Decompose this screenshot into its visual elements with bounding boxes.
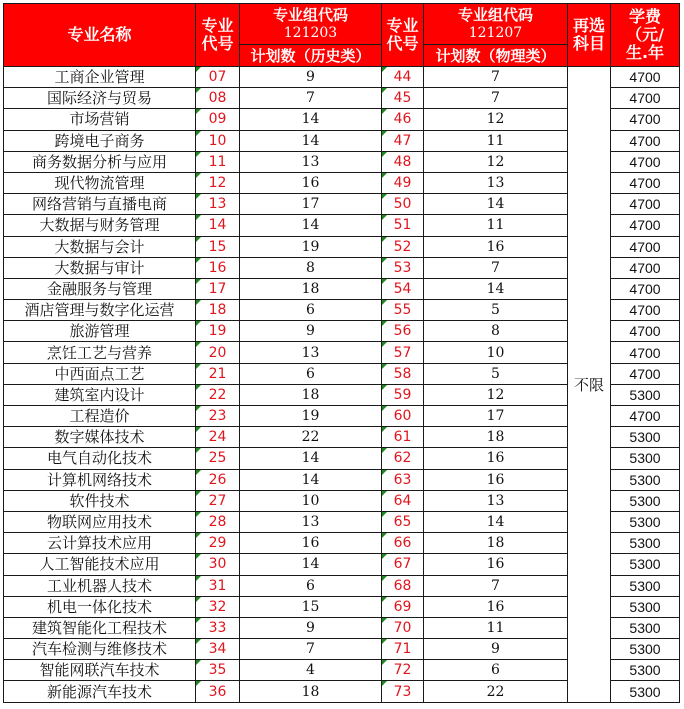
- tuition-cell: 4700: [611, 88, 680, 109]
- major-code-physics-cell: 64: [382, 490, 424, 511]
- plan-physics-cell: 14: [424, 278, 568, 299]
- header-major-name: 专业名称: [4, 4, 196, 67]
- plan-physics-cell: 13: [424, 490, 568, 511]
- header-group-code-1: [240, 4, 382, 45]
- major-name-cell: 人工智能技术应用: [4, 554, 196, 575]
- plan-history-cell: 14: [240, 215, 382, 236]
- plan-history-cell: 17: [240, 194, 382, 215]
- header-group-code-2-value: 121207: [468, 25, 523, 41]
- plan-physics-cell: 12: [424, 151, 568, 172]
- major-name-cell: 商务数据分析与应用: [4, 151, 196, 172]
- major-name-cell: 工程造价: [4, 406, 196, 427]
- header-plan-history: 计划数（历史类）: [240, 45, 382, 67]
- tuition-cell: 5300: [611, 533, 680, 554]
- plan-physics-cell: 16: [424, 554, 568, 575]
- header-major-code-1: [196, 4, 240, 67]
- tuition-cell: 5300: [611, 448, 680, 469]
- plan-physics-cell: 18: [424, 533, 568, 554]
- header-tuition-line3: 生.年: [625, 43, 665, 62]
- plan-history-cell: 13: [240, 342, 382, 363]
- plan-physics-cell: 12: [424, 384, 568, 405]
- plan-history-cell: 10: [240, 490, 382, 511]
- tuition-cell: 5300: [611, 511, 680, 532]
- header-group-code-1-value: 121203: [283, 25, 338, 41]
- major-code-physics-cell: 55: [382, 300, 424, 321]
- plan-physics-cell: 16: [424, 448, 568, 469]
- major-code-physics-cell: 68: [382, 575, 424, 596]
- major-name-cell: 市场营销: [4, 109, 196, 130]
- major-name-cell: 大数据与会计: [4, 236, 196, 257]
- header-major-code-2-line2: 代号: [386, 34, 419, 53]
- plan-history-cell: 9: [240, 321, 382, 342]
- major-name-cell: 旅游管理: [4, 321, 196, 342]
- tuition-cell: 5300: [611, 596, 680, 617]
- major-code-physics-cell: 62: [382, 448, 424, 469]
- enrollment-plan-table: [3, 3, 680, 703]
- major-code-physics-cell: 59: [382, 384, 424, 405]
- major-code-physics-cell: 44: [382, 67, 424, 88]
- plan-physics-cell: 6: [424, 660, 568, 681]
- plan-physics-cell: 5: [424, 363, 568, 384]
- major-name-cell: 大数据与财务管理: [4, 215, 196, 236]
- major-name-cell: 国际经济与贸易: [4, 88, 196, 109]
- plan-history-cell: 14: [240, 469, 382, 490]
- major-code-history-cell: 30: [196, 554, 240, 575]
- plan-physics-cell: 14: [424, 511, 568, 532]
- major-name-cell: 工商企业管理: [4, 67, 196, 88]
- header-plan-physics: 计划数（物理类）: [424, 45, 568, 67]
- tuition-cell: 5300: [611, 660, 680, 681]
- plan-history-cell: 6: [240, 363, 382, 384]
- header-group-code-1-title: 专业组代码: [272, 6, 348, 24]
- tuition-cell: 4700: [611, 236, 680, 257]
- major-code-physics-cell: 54: [382, 278, 424, 299]
- major-code-history-cell: 07: [196, 67, 240, 88]
- plan-history-cell: 8: [240, 257, 382, 278]
- major-code-history-cell: 27: [196, 490, 240, 511]
- major-code-physics-cell: 67: [382, 554, 424, 575]
- plan-physics-cell: 17: [424, 406, 568, 427]
- plan-history-cell: 7: [240, 639, 382, 660]
- plan-history-cell: 14: [240, 109, 382, 130]
- tuition-cell: 5300: [611, 490, 680, 511]
- plan-physics-cell: 22: [424, 681, 568, 702]
- major-name-cell: 大数据与审计: [4, 257, 196, 278]
- major-code-physics-cell: 51: [382, 215, 424, 236]
- header-major-code-2-line1: 专业: [386, 16, 419, 35]
- plan-history-cell: 19: [240, 406, 382, 427]
- plan-physics-cell: 16: [424, 236, 568, 257]
- plan-history-cell: 16: [240, 533, 382, 554]
- major-code-physics-cell: 69: [382, 596, 424, 617]
- tuition-cell: 5300: [611, 469, 680, 490]
- major-name-cell: 工业机器人技术: [4, 575, 196, 596]
- major-code-history-cell: 31: [196, 575, 240, 596]
- major-code-history-cell: 26: [196, 469, 240, 490]
- header-reselect-subject: [568, 4, 611, 67]
- plan-physics-cell: 18: [424, 427, 568, 448]
- plan-physics-cell: 11: [424, 130, 568, 151]
- tuition-cell: 5300: [611, 575, 680, 596]
- major-name-cell: 智能网联汽车技术: [4, 660, 196, 681]
- major-code-history-cell: 34: [196, 639, 240, 660]
- plan-history-cell: 14: [240, 554, 382, 575]
- major-name-cell: 酒店管理与数字化运营: [4, 300, 196, 321]
- plan-physics-cell: 12: [424, 109, 568, 130]
- plan-physics-cell: 7: [424, 575, 568, 596]
- major-code-physics-cell: 45: [382, 88, 424, 109]
- major-code-history-cell: 18: [196, 300, 240, 321]
- header-reselect-line1: 再选: [572, 16, 605, 35]
- major-code-physics-cell: 48: [382, 151, 424, 172]
- tuition-cell: 4700: [611, 67, 680, 88]
- plan-history-cell: 18: [240, 681, 382, 702]
- tuition-cell: 4700: [611, 130, 680, 151]
- major-code-history-cell: 23: [196, 406, 240, 427]
- major-code-history-cell: 12: [196, 172, 240, 193]
- header-major-code-2: [382, 4, 424, 67]
- tuition-cell: 4700: [611, 194, 680, 215]
- tuition-cell: 5300: [611, 639, 680, 660]
- tuition-cell: 4700: [611, 406, 680, 427]
- reselect-subject-cell: 不限: [568, 67, 611, 703]
- major-code-physics-cell: 65: [382, 511, 424, 532]
- major-name-cell: 云计算技术应用: [4, 533, 196, 554]
- plan-history-cell: 15: [240, 596, 382, 617]
- plan-history-cell: 9: [240, 617, 382, 638]
- tuition-cell: 4700: [611, 342, 680, 363]
- major-name-cell: 烹饪工艺与营养: [4, 342, 196, 363]
- plan-history-cell: 18: [240, 278, 382, 299]
- major-code-physics-cell: 57: [382, 342, 424, 363]
- major-code-physics-cell: 50: [382, 194, 424, 215]
- plan-history-cell: 18: [240, 384, 382, 405]
- plan-physics-cell: 11: [424, 215, 568, 236]
- tuition-cell: 4700: [611, 151, 680, 172]
- plan-physics-cell: 16: [424, 596, 568, 617]
- table-body: [4, 67, 680, 703]
- major-name-cell: 物联网应用技术: [4, 511, 196, 532]
- tuition-cell: 4700: [611, 321, 680, 342]
- major-code-history-cell: 20: [196, 342, 240, 363]
- header-group-code-2: [424, 4, 568, 45]
- major-name-cell: 建筑室内设计: [4, 384, 196, 405]
- plan-history-cell: 4: [240, 660, 382, 681]
- major-code-history-cell: 35: [196, 660, 240, 681]
- major-name-cell: 建筑智能化工程技术: [4, 617, 196, 638]
- plan-history-cell: 9: [240, 67, 382, 88]
- table-row: [4, 67, 680, 88]
- major-code-history-cell: 17: [196, 278, 240, 299]
- major-code-physics-cell: 46: [382, 109, 424, 130]
- plan-physics-cell: 13: [424, 172, 568, 193]
- major-code-physics-cell: 71: [382, 639, 424, 660]
- major-name-cell: 电气自动化技术: [4, 448, 196, 469]
- plan-history-cell: 6: [240, 300, 382, 321]
- plan-history-cell: 19: [240, 236, 382, 257]
- header-tuition-line2: （元/: [626, 25, 664, 44]
- major-name-cell: 网络营销与直播电商: [4, 194, 196, 215]
- plan-history-cell: 6: [240, 575, 382, 596]
- plan-physics-cell: 7: [424, 257, 568, 278]
- major-code-history-cell: 25: [196, 448, 240, 469]
- plan-history-cell: 14: [240, 130, 382, 151]
- tuition-cell: 5300: [611, 384, 680, 405]
- major-code-history-cell: 28: [196, 511, 240, 532]
- major-code-history-cell: 16: [196, 257, 240, 278]
- header-reselect-line2: 科目: [572, 34, 605, 53]
- major-code-physics-cell: 60: [382, 406, 424, 427]
- header-tuition-line1: 学费: [628, 7, 661, 26]
- plan-physics-cell: 16: [424, 469, 568, 490]
- major-code-physics-cell: 63: [382, 469, 424, 490]
- plan-physics-cell: 7: [424, 67, 568, 88]
- plan-physics-cell: 11: [424, 617, 568, 638]
- tuition-cell: 4700: [611, 215, 680, 236]
- major-code-history-cell: 14: [196, 215, 240, 236]
- major-code-physics-cell: 70: [382, 617, 424, 638]
- major-code-physics-cell: 73: [382, 681, 424, 702]
- plan-history-cell: 14: [240, 448, 382, 469]
- major-code-physics-cell: 58: [382, 363, 424, 384]
- major-name-cell: 机电一体化技术: [4, 596, 196, 617]
- major-code-history-cell: 11: [196, 151, 240, 172]
- major-code-physics-cell: 53: [382, 257, 424, 278]
- tuition-cell: 5300: [611, 617, 680, 638]
- major-code-physics-cell: 49: [382, 172, 424, 193]
- header-tuition: [611, 4, 680, 67]
- major-code-physics-cell: 56: [382, 321, 424, 342]
- major-name-cell: 跨境电子商务: [4, 130, 196, 151]
- major-code-history-cell: 32: [196, 596, 240, 617]
- tuition-cell: 5300: [611, 681, 680, 702]
- major-name-cell: 软件技术: [4, 490, 196, 511]
- header-major-code-1-line2: 代号: [201, 34, 234, 53]
- major-name-cell: 计算机网络技术: [4, 469, 196, 490]
- tuition-cell: 4700: [611, 257, 680, 278]
- plan-history-cell: 22: [240, 427, 382, 448]
- tuition-cell: 5300: [611, 554, 680, 575]
- major-code-history-cell: 29: [196, 533, 240, 554]
- tuition-cell: 4700: [611, 300, 680, 321]
- header-group-code-2-title: 专业组代码: [457, 6, 533, 24]
- plan-history-cell: 13: [240, 151, 382, 172]
- major-name-cell: 新能源汽车技术: [4, 681, 196, 702]
- plan-physics-cell: 8: [424, 321, 568, 342]
- major-code-history-cell: 33: [196, 617, 240, 638]
- major-code-physics-cell: 61: [382, 427, 424, 448]
- major-name-cell: 现代物流管理: [4, 172, 196, 193]
- plan-physics-cell: 7: [424, 88, 568, 109]
- major-code-history-cell: 10: [196, 130, 240, 151]
- tuition-cell: 5300: [611, 427, 680, 448]
- plan-history-cell: 7: [240, 88, 382, 109]
- tuition-cell: 4700: [611, 172, 680, 193]
- major-code-history-cell: 19: [196, 321, 240, 342]
- major-name-cell: 数字媒体技术: [4, 427, 196, 448]
- tuition-cell: 4700: [611, 278, 680, 299]
- major-code-history-cell: 13: [196, 194, 240, 215]
- major-code-history-cell: 22: [196, 384, 240, 405]
- major-code-history-cell: 08: [196, 88, 240, 109]
- plan-history-cell: 16: [240, 172, 382, 193]
- tuition-cell: 4700: [611, 109, 680, 130]
- plan-physics-cell: 14: [424, 194, 568, 215]
- plan-physics-cell: 10: [424, 342, 568, 363]
- major-code-physics-cell: 47: [382, 130, 424, 151]
- major-code-history-cell: 36: [196, 681, 240, 702]
- major-code-history-cell: 24: [196, 427, 240, 448]
- plan-physics-cell: 5: [424, 300, 568, 321]
- major-name-cell: 汽车检测与维修技术: [4, 639, 196, 660]
- plan-history-cell: 13: [240, 511, 382, 532]
- major-name-cell: 中西面点工艺: [4, 363, 196, 384]
- major-code-physics-cell: 66: [382, 533, 424, 554]
- plan-physics-cell: 9: [424, 639, 568, 660]
- major-name-cell: 金融服务与管理: [4, 278, 196, 299]
- major-code-history-cell: 21: [196, 363, 240, 384]
- header-major-code-1-line1: 专业: [201, 16, 234, 35]
- tuition-cell: 4700: [611, 363, 680, 384]
- major-code-history-cell: 15: [196, 236, 240, 257]
- major-code-physics-cell: 52: [382, 236, 424, 257]
- major-code-physics-cell: 72: [382, 660, 424, 681]
- major-code-history-cell: 09: [196, 109, 240, 130]
